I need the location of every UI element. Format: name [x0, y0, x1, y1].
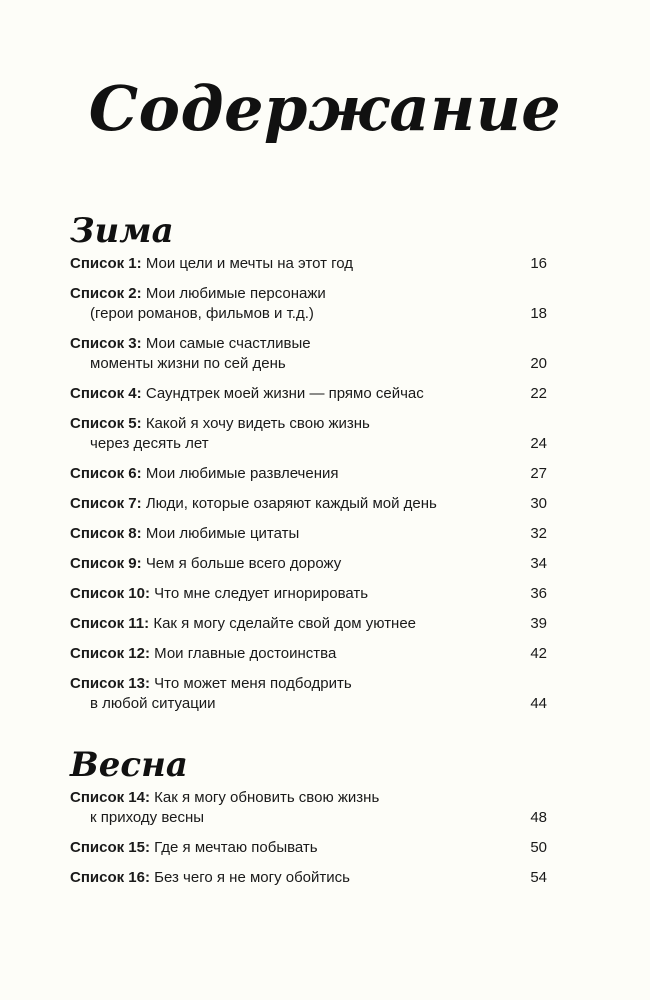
entry-line	[70, 614, 550, 634]
entry-text: Что может меня подбодрить	[154, 675, 352, 692]
entry-page-number: 39	[530, 615, 547, 632]
entry-line	[70, 584, 550, 604]
toc-entry	[70, 674, 550, 714]
entry-label: Список 8:	[70, 525, 142, 542]
toc-entry	[70, 524, 550, 544]
entry-text: Люди, которые озаряют каждый мой день	[145, 495, 437, 512]
entry-text-continued: к приходу весны	[90, 809, 205, 826]
entry-page-number: 16	[530, 255, 547, 272]
entry-line	[70, 524, 550, 544]
entry-line	[70, 868, 550, 888]
entry-line	[70, 838, 550, 858]
entry-line	[70, 494, 550, 514]
entry-text: Где я мечтаю побывать	[154, 839, 318, 856]
entry-text: Как я могу сделайте свой дом уютнее	[153, 615, 417, 632]
toc-entry	[70, 644, 550, 664]
toc-entry	[70, 494, 550, 514]
entry-line	[70, 788, 550, 808]
entry-page-number: 54	[530, 869, 547, 886]
entry-line	[70, 464, 550, 484]
toc-entry	[70, 868, 550, 888]
entry-text: Чем я больше всего дорожу	[145, 555, 342, 572]
section-winter	[70, 208, 550, 724]
entry-line	[70, 334, 550, 354]
entry-page-number: 30	[530, 495, 547, 512]
entry-label: Список 3:	[70, 335, 142, 352]
entry-label: Список 12:	[70, 645, 150, 662]
entry-label: Список 9:	[70, 555, 142, 572]
entry-text-continued: в любой ситуации	[90, 695, 216, 712]
entry-label: Список 14:	[70, 789, 150, 806]
entry-line	[70, 674, 550, 694]
entry-text: Мои любимые цитаты	[145, 525, 300, 542]
section-title: Весна	[70, 745, 188, 785]
entry-label: Список 13:	[70, 675, 150, 692]
section-spring	[70, 742, 550, 898]
entry-page-number: 50	[530, 839, 547, 856]
entry-text-continued: (герои романов, фильмов и т.д.)	[90, 305, 314, 322]
entry-label: Список 4:	[70, 385, 142, 402]
entry-label: Список 15:	[70, 839, 150, 856]
entry-text: Какой я хочу видеть свою жизнь	[145, 415, 370, 432]
entry-label: Список 10:	[70, 585, 150, 602]
entry-text: Саундтрек моей жизни — прямо сейчас	[145, 385, 424, 402]
entry-page-number: 36	[530, 585, 547, 602]
entry-text-continued: моменты жизни по сей день	[90, 355, 286, 372]
toc-entry	[70, 464, 550, 484]
entry-text-continued: через десять лет	[90, 435, 209, 452]
entry-page-number: 34	[530, 555, 547, 572]
toc-entry	[70, 384, 550, 404]
entry-label: Список 6:	[70, 465, 142, 482]
toc-entry	[70, 284, 550, 324]
entry-page-number: 32	[530, 525, 547, 542]
entry-list	[70, 788, 550, 888]
entry-text: Мои любимые развлечения	[145, 465, 339, 482]
toc-entry	[70, 614, 550, 634]
toc-entry	[70, 554, 550, 574]
toc-entry	[70, 414, 550, 454]
entry-label: Список 1:	[70, 255, 142, 272]
entry-page-number: 44	[530, 695, 547, 712]
entry-list	[70, 254, 550, 714]
toc-entry	[70, 838, 550, 858]
toc-entry	[70, 584, 550, 604]
entry-label: Список 11:	[70, 615, 150, 632]
entry-text: Мои самые счастливые	[145, 335, 311, 352]
toc-entry	[70, 254, 550, 274]
entry-line	[70, 554, 550, 574]
entry-label: Список 2:	[70, 285, 142, 302]
toc-entry	[70, 788, 550, 828]
entry-text: Как я могу обновить свою жизнь	[154, 789, 380, 806]
entry-page-number: 27	[530, 465, 547, 482]
entry-label: Список 7:	[70, 495, 142, 512]
page-title: Содержание	[88, 72, 562, 145]
entry-page-number: 20	[530, 355, 547, 372]
entry-page-number: 24	[530, 435, 547, 452]
entry-line	[70, 414, 550, 434]
entry-page-number: 48	[530, 809, 547, 826]
entry-line	[70, 254, 550, 274]
entry-text: Что мне следует игнорировать	[154, 585, 369, 602]
entry-page-number: 42	[530, 645, 547, 662]
entry-text: Мои цели и мечты на этот год	[145, 255, 354, 272]
entry-text: Без чего я не могу обойтись	[154, 869, 350, 886]
entry-label: Список 16:	[70, 869, 150, 886]
entry-line	[70, 384, 550, 404]
entry-line	[70, 284, 550, 304]
toc-entry	[70, 334, 550, 374]
entry-text: Мои главные достоинства	[154, 645, 337, 662]
entry-text: Мои любимые персонажи	[145, 285, 326, 302]
entry-line	[70, 644, 550, 664]
entry-page-number: 18	[530, 305, 547, 322]
entry-label: Список 5:	[70, 415, 142, 432]
entry-page-number: 22	[530, 385, 547, 402]
section-title: Зима	[70, 211, 174, 251]
